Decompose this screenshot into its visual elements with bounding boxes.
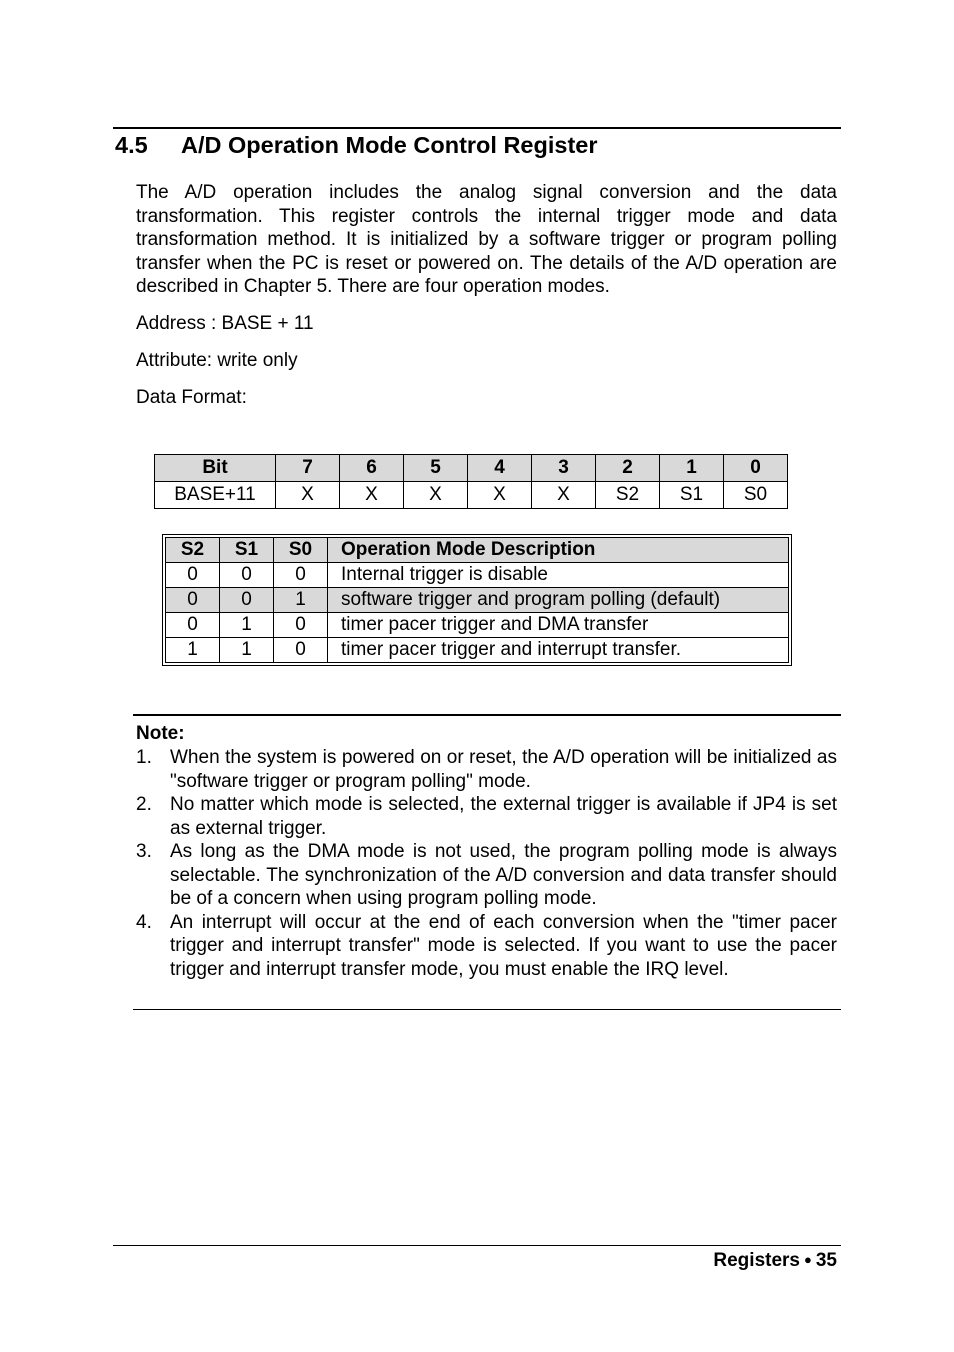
bit-value-cell: X — [532, 482, 596, 509]
note-list — [136, 746, 837, 981]
note-number: 1. — [136, 747, 152, 768]
mode-header-cell: S1 — [220, 538, 274, 563]
operation-mode-table — [165, 537, 789, 663]
mode-header-cell: Operation Mode Description — [328, 538, 789, 563]
mode-header-cell: S0 — [274, 538, 328, 563]
bit-header-row — [155, 455, 788, 482]
section-title: A/D Operation Mode Control Register — [181, 132, 598, 158]
bit-header-cell: 6 — [340, 455, 404, 482]
bit-value-row — [155, 482, 788, 509]
page-number: 35 — [815, 1250, 837, 1271]
footer-rule — [113, 1245, 841, 1246]
mode-description: timer pacer trigger and DMA transfer — [328, 613, 789, 638]
bullet-icon: ● — [804, 1252, 812, 1267]
data-format-label: Data Format: — [136, 387, 247, 408]
mode-cell: 0 — [274, 613, 328, 638]
note-title: Note: — [136, 723, 185, 744]
bit-header-cell: 0 — [724, 455, 788, 482]
mode-header-cell: S2 — [166, 538, 220, 563]
bit-value-cell: S1 — [660, 482, 724, 509]
bit-value-cell: X — [276, 482, 340, 509]
note-number: 3. — [136, 841, 152, 862]
mode-row — [166, 563, 789, 588]
bit-header-cell: Bit — [155, 455, 276, 482]
note-top-rule — [133, 714, 841, 716]
mode-cell: 0 — [274, 638, 328, 663]
note-text: When the system is powered on or reset, the A/D operation will be initialized as "software trigger or program polling" mode. — [170, 747, 837, 792]
bit-header-cell: 2 — [596, 455, 660, 482]
bit-value-cell: X — [340, 482, 404, 509]
bit-value-cell: BASE+11 — [155, 482, 276, 509]
bit-header-cell: 4 — [468, 455, 532, 482]
section-number: 4.5 — [115, 132, 148, 158]
mode-cell: 0 — [220, 563, 274, 588]
note-number: 2. — [136, 794, 152, 815]
mode-row — [166, 613, 789, 638]
note-bottom-rule — [133, 1009, 841, 1010]
note-item — [136, 746, 837, 793]
note-item — [136, 911, 837, 982]
bit-header-cell: 7 — [276, 455, 340, 482]
mode-header-row — [166, 538, 789, 563]
bit-value-cell: S2 — [596, 482, 660, 509]
note-item — [136, 840, 837, 911]
bit-value-cell: X — [468, 482, 532, 509]
bit-value-cell: S0 — [724, 482, 788, 509]
mode-cell: 1 — [166, 638, 220, 663]
section-heading — [115, 132, 598, 159]
bit-value-cell: X — [404, 482, 468, 509]
mode-cell: 0 — [166, 588, 220, 613]
mode-cell: 0 — [220, 588, 274, 613]
mode-row — [166, 638, 789, 663]
bit-header-cell: 1 — [660, 455, 724, 482]
footer-label: Registers — [713, 1250, 800, 1271]
note-text: As long as the DMA mode is not used, the program polling mode is always selectable. The synchronization of the A/D conversion and data transfer should be of a concern when using program polling mode. — [170, 841, 837, 909]
mode-cell: 0 — [274, 563, 328, 588]
mode-description: Internal trigger is disable — [328, 563, 789, 588]
bit-format-table — [154, 454, 788, 509]
note-text: No matter which mode is selected, the external trigger is available if JP4 is set as external trigger. — [170, 794, 837, 839]
mode-cell: 1 — [274, 588, 328, 613]
mode-table-frame — [162, 534, 792, 666]
bit-header-cell: 3 — [532, 455, 596, 482]
note-item — [136, 793, 837, 840]
address-line: Address : BASE + 11 — [136, 313, 314, 334]
mode-cell: 0 — [166, 563, 220, 588]
bit-header-cell: 5 — [404, 455, 468, 482]
mode-description: timer pacer trigger and interrupt transfer. — [328, 638, 789, 663]
mode-cell: 1 — [220, 638, 274, 663]
page-footer — [713, 1250, 837, 1272]
mode-description: software trigger and program polling (default) — [328, 588, 789, 613]
intro-paragraph: The A/D operation includes the analog signal conversion and the data transformation. This register controls the internal trigger mode and data transformation method. It is initialized by a software trigger or program polling transfer when the PC is reset or powered on. The details of the A/D operation are described in Chapter 5. There are four operation modes. — [136, 182, 837, 297]
top-rule — [113, 127, 841, 129]
mode-row — [166, 588, 789, 613]
note-text: An interrupt will occur at the end of each conversion when the "timer pacer trigger and interrupt transfer" mode is selected. If you want to use the pacer trigger and interrupt transfer mode, you must enable the IRQ level. — [170, 911, 837, 980]
note-number: 4. — [136, 911, 152, 933]
mode-cell: 0 — [166, 613, 220, 638]
attribute-line: Attribute: write only — [136, 350, 298, 371]
mode-cell: 1 — [220, 613, 274, 638]
